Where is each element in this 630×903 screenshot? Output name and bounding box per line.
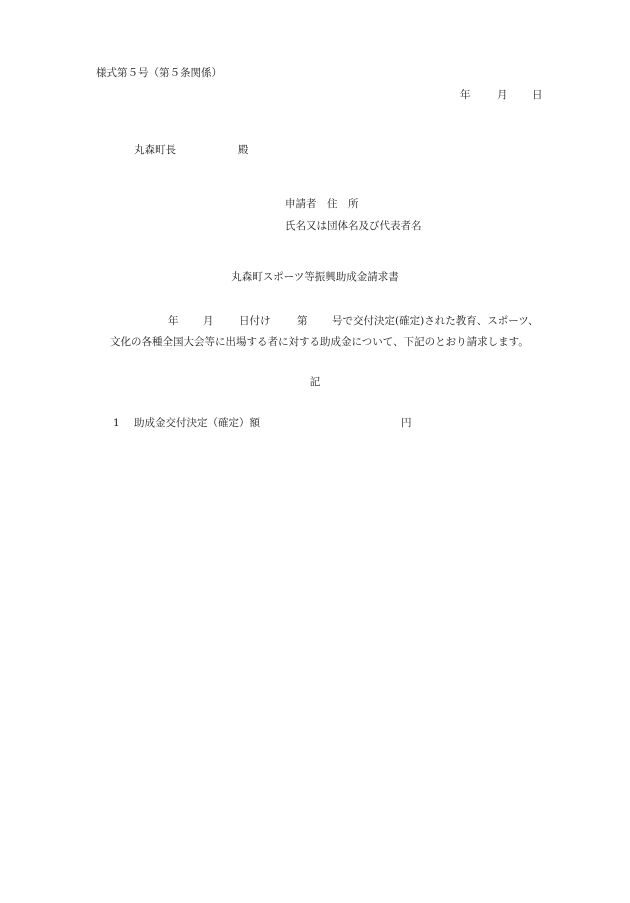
date-month-label: 月 xyxy=(497,89,508,101)
form-number: 様式第５号（第５条関係） xyxy=(96,67,222,79)
body-line-2: 文化の各種全国大会等に出場する者に対する助成金について、下記のとおり請求します。 xyxy=(110,336,529,348)
addressee-honorific: 殿 xyxy=(238,144,249,156)
applicant-name-label: 氏名又は団体名及び代表者名 xyxy=(285,220,422,232)
applicant-address-label: 申請者 住 所 xyxy=(285,198,359,210)
body-date-suffix: 日付け xyxy=(239,315,271,327)
addressee-name: 丸森町長 xyxy=(134,144,176,156)
document-title: 丸森町スポーツ等振興助成金請求書 xyxy=(231,271,399,283)
body-line-1-text: 号で交付決定(確定)された教育、スポーツ、 xyxy=(332,315,539,327)
date-year-label: 年 xyxy=(460,89,471,101)
record-mark: 記 xyxy=(309,376,321,388)
body-number-prefix: 第 xyxy=(297,315,308,327)
item-label: 助成金交付決定（確定）額 xyxy=(134,417,260,429)
body-month-label: 月 xyxy=(203,315,214,327)
item-number: 1 xyxy=(113,417,120,429)
date-day-label: 日 xyxy=(532,89,543,101)
item-unit: 円 xyxy=(401,417,412,429)
body-year-label: 年 xyxy=(168,315,179,327)
